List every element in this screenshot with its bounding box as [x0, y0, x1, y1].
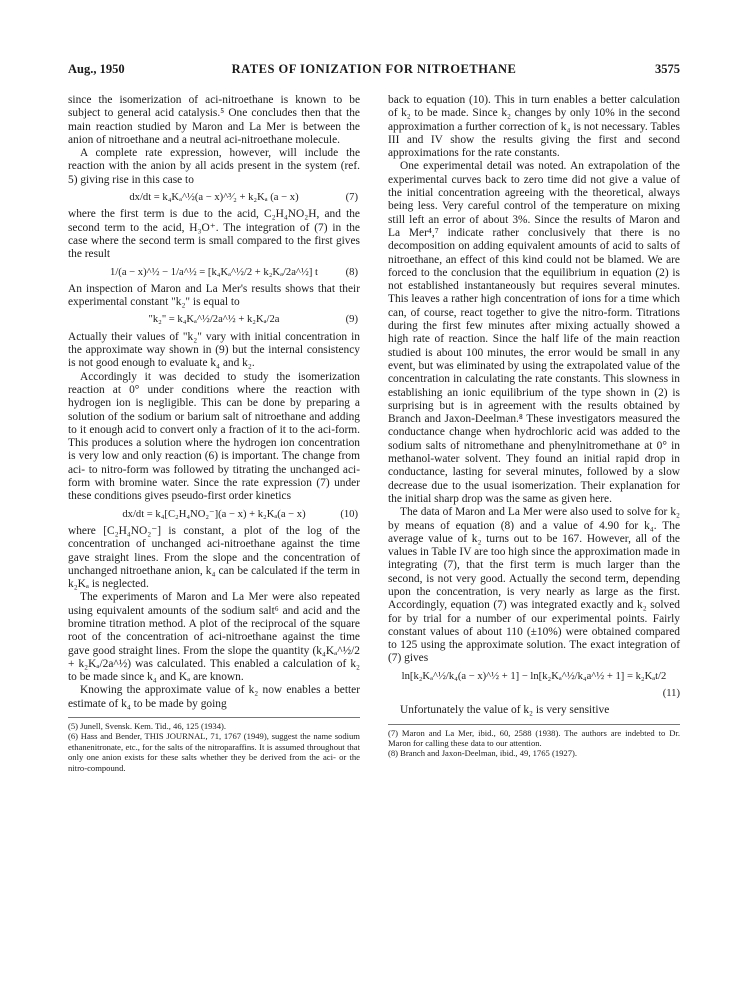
paragraph: A complete rate expression, however, will include the reaction with the anion by all acids present in the system (ref. 5) giving rise in this case to: [68, 147, 360, 186]
paragraph: Accordingly it was decided to study the isomerization reaction at 0° under conditions where the reaction with hydrogen ion is negligible. This can be done by preparing a solution of the sodium or barium salt of nitroethane and adding to it enough acid to convert only a fraction of it to the aci-form. This produces a solution where the hydrogen ion concentration is very low and only reaction (6) is important. The change from aci- to nitro-form was followed by titrating the unchanged aci-form with bromine water. Since the rate expression (7) under these conditions gives pseudo-first order kinetics: [68, 370, 360, 503]
paragraph: An inspection of Maron and La Mer's results shows that their experimental constant "k₂" is equal to: [68, 282, 360, 309]
footnote-6: (6) Hass and Bender, THIS JOURNAL, 71, 1767 (1949), suggest the name sodium ethanenitronate, etc., for the salts of the nitroparaffins. It is assumed throughout that only one anion exists for these salts whether they be derived from the aci- or the nitro-compound.: [68, 731, 360, 773]
paragraph: where the first term is due to the acid, C₂H₄NO₂H, and the second term to the acid, H₃O⁺. The integration of (7) in the case where the second term is small compared to the first gives the result: [68, 208, 360, 261]
paragraph: Unfortunately the value of k₂ is very sensitive: [400, 704, 610, 717]
equation-number: (9): [345, 314, 358, 326]
paragraph: One experimental detail was noted. An extrapolation of the experimental curves back to zero time did not give a value of the initial concentration agreeing with the theoretical, always being less. Very careful control of the temperature on mixing still left an error of about 3%. Since the results of Maron and La Mer⁴,⁷ indicate rather conclusively that there is no decomposition on adding equivalent amounts of acid to salts of nitroethane, an effect of this kind could not be blamed. We are forced to the conclusion that the equilibrium in equation (2) is not established instantaneously but requires several minutes. This leaves a rather high concentration of ions for a time which can, of course, react together to give the nitro-form. Titrations during the first few minutes after mixing actually showed a high rate of reaction. Since the half life of the main reaction studied is about 100 minutes, the error would be small in any event, but was eliminated by using the extrapolated value of the concentration in calculating the rate constants. This slowness in establishing an ionic equilibrium of the type shown in (2) is surprising but is in agreement with the results obtained by Branch and Jaxon-Deelman.⁸ These investigators measured the conductance change when hydrochloric acid was added to the sodium salts of nitromethane and phenylnitromethane at 0° in methanol-water solvent. They found an initial rapid drop in conductance, lasting for several minutes, followed by a slow decrease due to the usual isomerization. Their explanation for the initial sharp drop was the same as given here.: [388, 160, 680, 505]
paragraph: Knowing the approximate value of k₂ now enables a better estimate of k₄ to be made by going: [68, 684, 360, 710]
left-column: [68, 94, 360, 773]
paragraph: since the isomerization of aci-nitroethane is known to be subject to general acid catalysis.⁵ One concludes then that the main reaction studied by Maron and La Mer is between the anion of nitroethane and a neutral aci-nitroethane molecule.: [68, 94, 360, 146]
footnote-8: (8) Branch and Jaxon-Deelman, ibid., 49, 1765 (1927).: [388, 748, 578, 759]
equation-9: "k₂" = k₄Kₐ^½/2a^½ + k₂Kₐ/2a (9): [148, 314, 358, 326]
paragraph: back to equation (10). This in turn enables a better calculation of k₂ to be made. Since k₂ changes by only 10% in the second approximation a further correction of k₄ is not necessary. Tables III and IV show the results giving the first and second approximations for the rate constants.: [388, 94, 680, 160]
running-title: RATES OF IONIZATION FOR NITROETHANE: [231, 62, 517, 76]
equation-number: (8): [345, 266, 358, 278]
paragraph: The data of Maron and La Mer were also used to solve for k₂ by means of equation (8) and a value of 4.90 for k₄. The average value of k₂ turns out to be 167. However, all of the values in Table IV are too high since the approximation made in integrating (7), that the first term is much larger than the second, is not very good. Actually the second term, depending upon the concentration, is very nearly as large as the first. Accordingly, equation (7) was integrated exactly and k₂ solved for by trial for a number of our experimental points. Fairly constant values of about 110 (±10%) were obtained compared to 125 using the approximate solution. The exact integration of (7) gives: [388, 506, 681, 665]
equation-7: dx/dt = k₄Kₐ^½(a − x)^³⁄₂ + k₂Kₐ (a − x) (7): [129, 192, 358, 204]
footnote-5: (5) Junell, Svensk. Kem. Tid., 46, 125 (1934).: [68, 721, 227, 732]
equation-11-number-row: [388, 687, 680, 700]
right-column: [388, 94, 680, 759]
footnote-divider: [68, 717, 360, 718]
paragraph: where [C₂H₄NO₂⁻] is constant, a plot of the log of the concentration of unchanged aci-nitroethane against the time gave straight lines. From the slope and the concentration of unchanged nitroethane anion, k₄ can be calculated if the term in k₂Kₐ is neglected.: [68, 524, 360, 591]
footnote-divider: [388, 724, 680, 725]
equation-10: dx/dt = k₄[C₂H₄NO₂⁻](a − x) + k₂Kₐ(a − x) (10): [122, 508, 358, 520]
paragraph: The experiments of Maron and La Mer were also repeated using equivalent amounts of the sodium salt⁶ and acid and the bromine titration method. A plot of the reciprocal of the square root of the concentration of aci-nitroethane against the time gave good straight lines. From the slope the quantity (k₄Kₐ^½/2 + k₂Kₐ/2a^½) was calculated. This enabled a calculation of k₂ to be made since k₄ and Kₐ are known.: [68, 591, 360, 684]
page-number: 3575: [655, 62, 680, 76]
equation-number: (11): [662, 688, 680, 700]
equation-11: ln[k₂Kₐ^½/k₄(a − x)^½ + 1] − ln[k₂Kₐ^½/k₄a^½ + 1] = k₂Kₐt/2: [401, 670, 667, 682]
issue-date: Aug., 1950: [68, 62, 125, 76]
footnote-7: (7) Maron and La Mer, ibid., 60, 2588 (1938). The authors are indebted to Dr. Maron for calling these data to our attention.: [388, 727, 680, 749]
equation-8: 1/(a − x)^½ − 1/a^½ = [k₄Kₐ^½/2 + k₂Kₐ/2a^½] t (8): [110, 266, 358, 278]
equation-number: (7): [345, 192, 358, 204]
paragraph: Actually their values of "k₂" vary with initial concentration in the approximate way shown in (9) but the internal consistency is not good enough to evaluate k₄ and k₂.: [68, 330, 360, 370]
running-header: [68, 62, 680, 78]
equation-number: (10): [340, 508, 358, 520]
